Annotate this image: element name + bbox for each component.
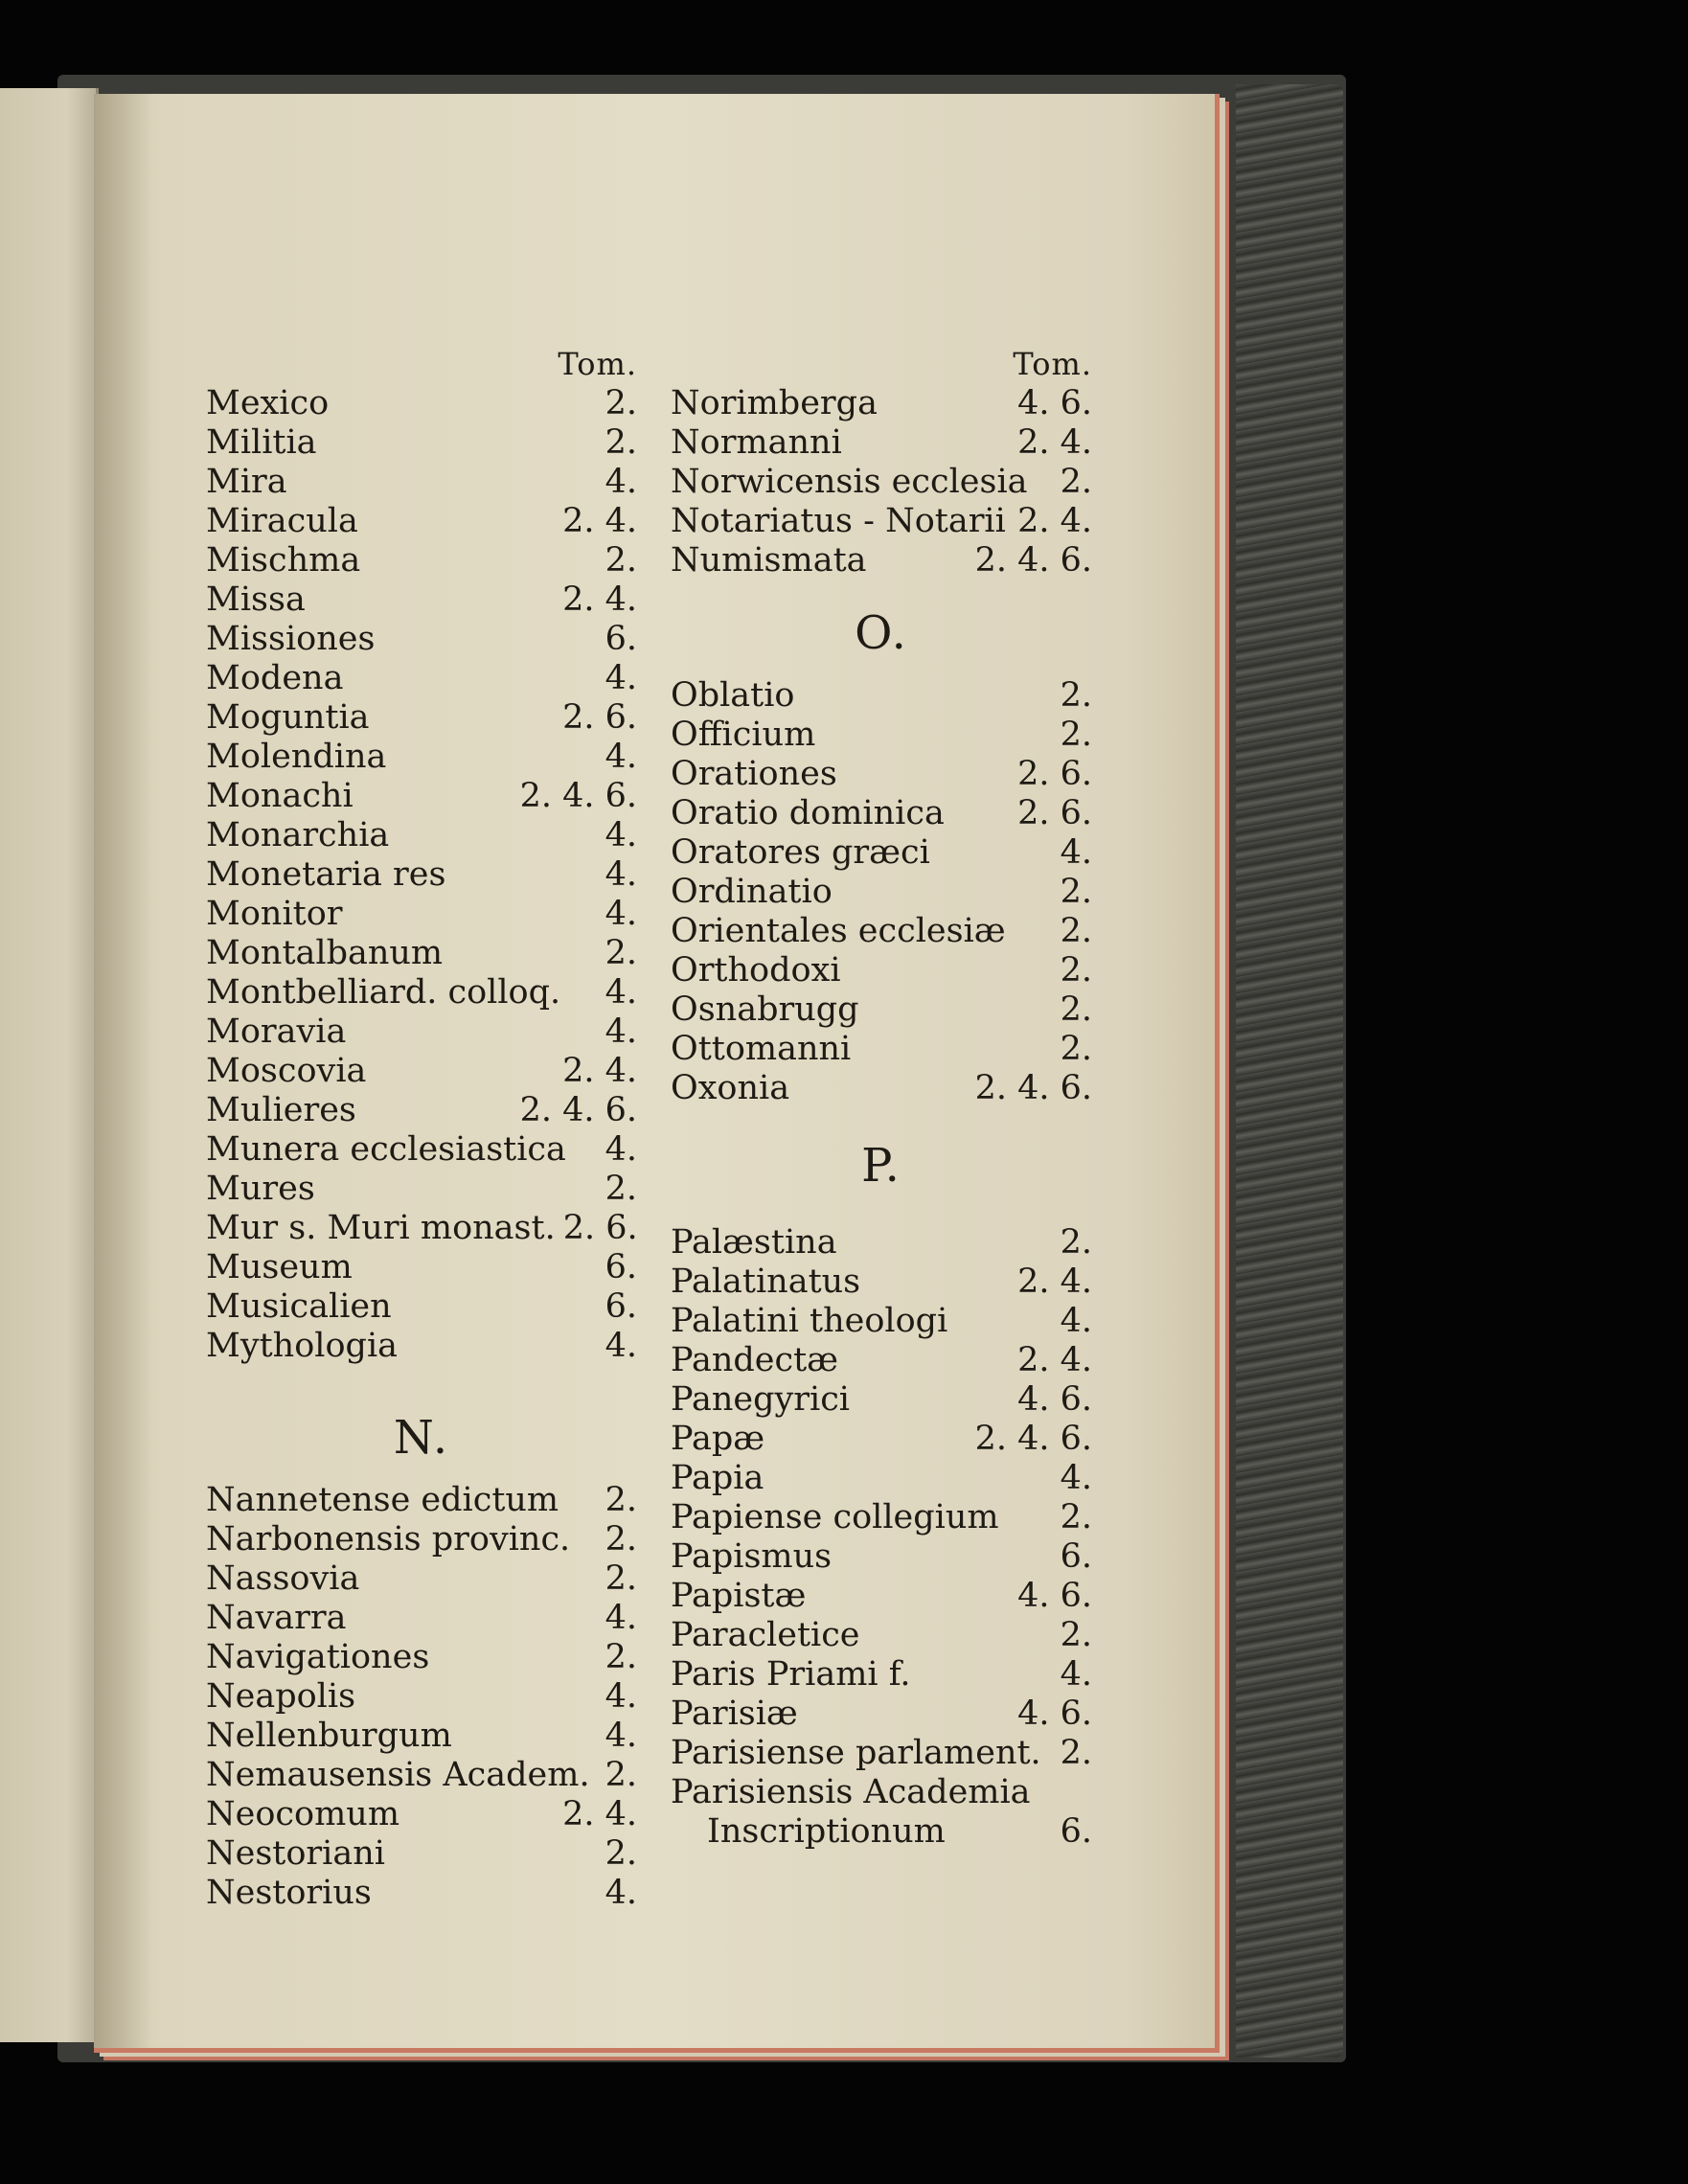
entry-volumes: 2. (604, 1520, 637, 1558)
entry-term: Nestorius (206, 1874, 372, 1912)
entry-term: Militia (206, 423, 317, 462)
index-entry (671, 1380, 1092, 1420)
entry-volumes: 4. (1060, 1302, 1092, 1340)
entry-term: Parisiæ (671, 1695, 798, 1733)
entry-term: Palatinatus (671, 1263, 861, 1301)
index-entry (671, 794, 1092, 833)
entry-volumes: 4. (604, 1874, 637, 1912)
entry-term: Mischma (206, 541, 361, 580)
column-header-tom: Tom. (1013, 346, 1092, 382)
index-entry (671, 1498, 1092, 1537)
index-entry (206, 1874, 637, 1913)
entries-m-list (206, 384, 637, 1366)
index-entry (206, 580, 637, 620)
entry-term: Oxonia (671, 1069, 790, 1107)
index-entry (206, 1248, 637, 1287)
index-entry (206, 1052, 637, 1091)
index-entry (671, 1459, 1092, 1498)
index-entry (671, 1302, 1092, 1341)
index-entry (206, 973, 637, 1012)
entry-volumes: 2. 4. 6. (974, 1420, 1092, 1458)
entry-volumes: 2. (604, 423, 637, 462)
index-entry (206, 1130, 637, 1170)
entry-volumes: 2. 6. (1017, 755, 1092, 793)
entry-term: Montalbanum (206, 934, 444, 972)
index-entry (206, 1520, 637, 1559)
index-entry (206, 463, 637, 502)
entry-term: Papismus (671, 1537, 833, 1576)
entry-volumes: 4. (604, 659, 637, 697)
index-entry (671, 676, 1092, 716)
entry-volumes: 2. 6. (562, 1209, 638, 1247)
entry-volumes: 2. (1060, 1734, 1092, 1772)
entry-term: Monachi (206, 777, 354, 815)
entry-term: Oratores græci (671, 833, 930, 872)
index-entry (206, 1795, 637, 1834)
entry-term: Monitor (206, 895, 343, 933)
entry-volumes: 6. (604, 1248, 637, 1286)
entry-term: Papiense collegium (671, 1498, 999, 1536)
entry-term: Nellenburgum (206, 1717, 452, 1755)
entry-volumes (1084, 1773, 1092, 1812)
entry-term: Neocomum (206, 1795, 400, 1833)
index-entry (206, 1091, 637, 1130)
index-entry (206, 934, 637, 973)
index-entry (206, 1677, 637, 1717)
entry-term: Mures (206, 1170, 315, 1208)
entry-volumes: 2. 4. (1017, 1341, 1092, 1379)
index-entry (671, 755, 1092, 794)
entry-term: Palatini theologi (671, 1302, 948, 1340)
index-entry (671, 463, 1092, 502)
entry-volumes: 4. 6. (1017, 1380, 1092, 1419)
entry-volumes: 2. 4. (1017, 423, 1092, 462)
entry-volumes: 4. (604, 1130, 637, 1169)
entry-term: Munera ecclesiastica (206, 1130, 566, 1169)
entry-term: Mira (206, 463, 287, 501)
entries-n-continued-list (671, 384, 1092, 580)
entry-term: Miracula (206, 502, 358, 540)
index-entry (671, 423, 1092, 463)
entry-volumes: 4. 6. (1017, 1695, 1092, 1733)
entry-term: Norimberga (671, 384, 878, 422)
entry-volumes: 6. (1060, 1812, 1092, 1851)
entry-volumes: 2. (1060, 1030, 1092, 1068)
index-entry (671, 833, 1092, 873)
index-entry (671, 1577, 1092, 1616)
entry-volumes: 2. (1060, 716, 1092, 754)
entry-volumes: 4. (604, 1012, 637, 1051)
entry-volumes: 2. 4. (562, 502, 637, 540)
index-entry (206, 1170, 637, 1209)
entry-term: Papistæ (671, 1577, 807, 1615)
entry-volumes: 2. 4. (562, 1052, 637, 1090)
entry-volumes: 2. (604, 1481, 637, 1519)
index-entry (671, 1655, 1092, 1695)
entry-term: Palæstina (671, 1223, 837, 1262)
entry-volumes: 4. (604, 855, 637, 894)
index-entry (671, 541, 1092, 580)
index-entry (671, 1695, 1092, 1734)
index-entry (671, 1773, 1092, 1812)
entry-volumes: 2. (1060, 676, 1092, 715)
entry-term: Missiones (206, 620, 376, 658)
entry-term: Nestoriani (206, 1834, 385, 1873)
entry-volumes: 2. (1060, 912, 1092, 950)
index-entry (671, 1812, 1092, 1852)
gutter-shadow (94, 94, 151, 2048)
index-entry (671, 1069, 1092, 1108)
entry-volumes: 4. (1060, 833, 1092, 872)
index-entry (206, 1756, 637, 1795)
entry-term: Orthodoxi (671, 951, 841, 990)
entry-term: Narbonensis provinc. (206, 1520, 571, 1558)
index-entry (206, 541, 637, 580)
entry-volumes: 2. (604, 1170, 637, 1208)
entry-term: Museum (206, 1248, 353, 1286)
index-entry (206, 1287, 637, 1327)
section-letter-p: P. (861, 1139, 901, 1193)
entry-volumes: 4. (1060, 1655, 1092, 1694)
index-entry (671, 990, 1092, 1030)
right-index-column (671, 345, 1092, 1852)
index-entry (206, 1559, 637, 1599)
entry-term: Normanni (671, 423, 842, 462)
entry-term: Numismata (671, 541, 867, 580)
entry-term: Ottomanni (671, 1030, 852, 1068)
entry-volumes: 2. (1060, 1223, 1092, 1262)
entries-p-list (671, 1223, 1092, 1852)
entry-term: Paris Priami f. (671, 1655, 911, 1694)
index-entry (671, 384, 1092, 423)
entry-volumes: 2. (604, 1638, 637, 1676)
entry-term: Modena (206, 659, 344, 697)
entry-term: Officium (671, 716, 816, 754)
entry-volumes: 4. (604, 1599, 637, 1637)
entry-term: Moscovia (206, 1052, 367, 1090)
entry-volumes: 4. (604, 816, 637, 854)
entry-volumes: 2. (1060, 873, 1092, 911)
section-letter-o: O. (855, 606, 908, 660)
entry-volumes: 2. (604, 384, 637, 422)
entry-term: Moravia (206, 1012, 347, 1051)
index-entry (671, 951, 1092, 990)
entry-volumes: 2. (604, 934, 637, 972)
entry-term: Molendina (206, 738, 387, 776)
entry-volumes: 2. (604, 1756, 637, 1794)
entry-term: Navigationes (206, 1638, 430, 1676)
column-header-tom: Tom. (558, 346, 637, 382)
entry-volumes: 6. (1060, 1537, 1092, 1576)
entry-term: Oblatio (671, 676, 795, 715)
entry-volumes: 4. 6. (1017, 384, 1092, 422)
section-letter-n: N. (393, 1411, 450, 1465)
entry-volumes: 2. (604, 1559, 637, 1598)
index-entry (671, 1616, 1092, 1655)
entry-volumes: 2. (1060, 951, 1092, 990)
entry-term: Papia (671, 1459, 764, 1497)
index-entry (206, 895, 637, 934)
entry-volumes: 2. (1060, 1498, 1092, 1536)
entry-term: Oratio dominica (671, 794, 945, 832)
entry-term: Moguntia (206, 698, 370, 737)
facing-page-edge (0, 88, 99, 2042)
entry-volumes: 2. 4. (1017, 502, 1092, 540)
entry-volumes: 2. 6. (1017, 794, 1092, 832)
entries-o-list (671, 676, 1092, 1108)
entry-term: Parisiensis Academia (671, 1773, 1031, 1811)
entry-term: Mexico (206, 384, 330, 422)
entry-volumes: 4. (604, 973, 637, 1012)
entry-term: Notariatus - Notarii (671, 502, 1006, 540)
index-entry (671, 716, 1092, 755)
entry-term: Parisiense parlament. (671, 1734, 1041, 1772)
entry-volumes: 4. (604, 463, 637, 501)
marbled-cover-edge (1236, 84, 1343, 2058)
index-entry (206, 659, 637, 698)
index-entry (206, 1481, 637, 1520)
index-entry (206, 1717, 637, 1756)
entry-volumes: 4. (604, 1677, 637, 1716)
entry-volumes: 2. (604, 1834, 637, 1873)
entry-volumes: 2. 4. (1017, 1263, 1092, 1301)
entry-volumes: 2. 4. 6. (519, 777, 637, 815)
entry-term: Orationes (671, 755, 837, 793)
entry-volumes: 6. (604, 620, 637, 658)
entry-term: Missa (206, 580, 306, 619)
entry-term: Norwicensis ecclesia (671, 463, 1028, 501)
entry-term: Monarchia (206, 816, 390, 854)
index-entry (671, 1734, 1092, 1773)
entry-term: Papæ (671, 1420, 765, 1458)
entry-term: Paracletice (671, 1616, 860, 1654)
entry-volumes: 4. (604, 1717, 637, 1755)
index-entry (671, 1341, 1092, 1380)
entries-n-list (206, 1481, 637, 1913)
entry-term: Pandectæ (671, 1341, 839, 1379)
index-entry (206, 738, 637, 777)
index-entry (671, 1030, 1092, 1069)
entry-term: Orientales ecclesiæ (671, 912, 1006, 950)
entry-term: Ordinatio (671, 873, 833, 911)
index-entry (206, 1209, 637, 1248)
index-entry (671, 502, 1092, 541)
entry-volumes: 6. (604, 1287, 637, 1326)
entry-term: Neapolis (206, 1677, 356, 1716)
entry-term: Nemausensis Academ. (206, 1756, 590, 1794)
entry-term: Nassovia (206, 1559, 360, 1598)
entry-volumes: 2. 4. 6. (519, 1091, 637, 1129)
index-entry (671, 1537, 1092, 1577)
left-index-column (206, 345, 637, 1913)
entry-term: Navarra (206, 1599, 347, 1637)
entry-volumes: 4. 6. (1017, 1577, 1092, 1615)
entry-volumes: 2. 4. 6. (974, 541, 1092, 580)
entry-term: Nannetense edictum (206, 1481, 559, 1519)
entry-term: Montbelliard. colloq. (206, 973, 561, 1012)
entry-term: Panegyrici (671, 1380, 850, 1419)
entry-volumes: 4. (604, 738, 637, 776)
entry-volumes: 2. (1060, 463, 1092, 501)
index-entry (671, 1420, 1092, 1459)
entry-volumes: 2. 4. (562, 580, 637, 619)
entry-volumes: 4. (1060, 1459, 1092, 1497)
entry-volumes: 4. (604, 895, 637, 933)
entry-term: Musicalien (206, 1287, 392, 1326)
index-entry (206, 423, 637, 463)
entry-term: Monetaria res (206, 855, 446, 894)
entry-term: Mur s. Muri monast. (206, 1209, 556, 1247)
index-entry (206, 1327, 637, 1366)
entry-volumes: 2. (1060, 1616, 1092, 1654)
index-entry (671, 1263, 1092, 1302)
entry-term: Mulieres (206, 1091, 356, 1129)
entry-volumes: 2. 4. (562, 1795, 637, 1833)
index-entry (206, 1638, 637, 1677)
entry-volumes: 2. (1060, 990, 1092, 1029)
index-entry (206, 1599, 637, 1638)
entry-volumes: 4. (604, 1327, 637, 1365)
entry-term: Mythologia (206, 1327, 399, 1365)
index-entry (206, 502, 637, 541)
index-entry (671, 1223, 1092, 1263)
entry-volumes: 2. 6. (562, 698, 637, 737)
index-entry (671, 912, 1092, 951)
entry-volumes: 2. 4. 6. (974, 1069, 1092, 1107)
index-entry (206, 855, 637, 895)
index-entry (206, 1012, 637, 1052)
index-entry (206, 698, 637, 738)
entry-term: Osnabrugg (671, 990, 859, 1029)
entry-term: Inscriptionum (707, 1812, 946, 1851)
entry-volumes: 2. (604, 541, 637, 580)
index-entry (671, 873, 1092, 912)
index-entry (206, 816, 637, 855)
index-entry (206, 777, 637, 816)
index-entry (206, 1834, 637, 1874)
index-entry (206, 384, 637, 423)
index-entry (206, 620, 637, 659)
